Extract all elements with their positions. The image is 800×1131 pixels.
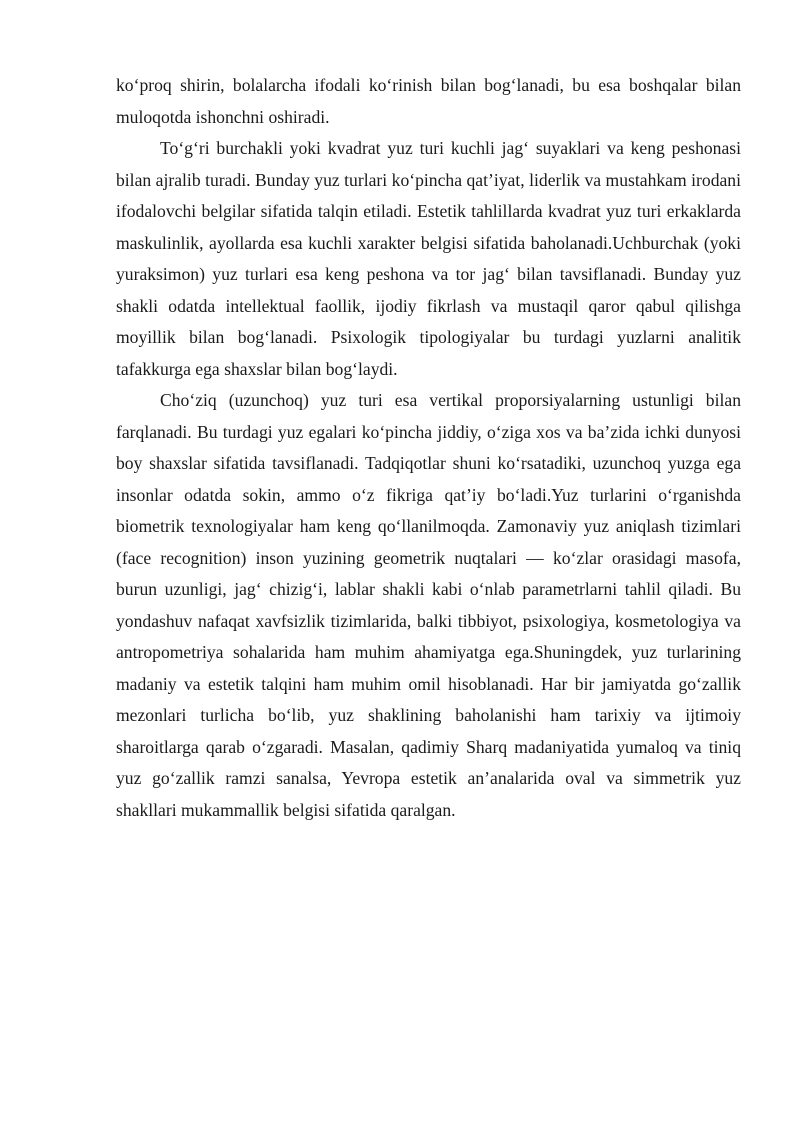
paragraph-continuation: ko‘proq shirin, bolalarcha ifodali ko‘rinish bilan bog‘lanadi, bu esa boshqalar bilan muloqotda ishonchni oshiradi. xyxy=(116,75,741,127)
paragraph-face-shapes-square-triangle: To‘g‘ri burchakli yoki kvadrat yuz turi kuchli jag‘ suyaklari va keng peshonasi bilan ajralib turadi. Bunday yuz turlari ko‘pincha qat’iyat, liderlik va mustahkam irodani ifodalovchi belgilar sifatida talqin etiladi. Estetik tahlillarda kvadrat yuz turi erkaklarda maskulinlik, ayollarda esa kuchli xarakter belgisi sifatida baholanadi.Uchburchak (yoki yuraksimon) yuz turlari esa keng peshona va tor jag‘ bilan tavsiflanadi. Bunday yuz shakli odatda intellektual faollik, ijodiy fikrlash va mustaqil qaror qabul qilishga moyillik bilan bog‘lanadi. Psixologik tipologiyalar bu turdagi yuzlarni analitik tafakkurga ega shaxslar bilan bog‘laydi. xyxy=(116,138,741,379)
paragraph-face-shapes-oblong-biometrics: Cho‘ziq (uzunchoq) yuz turi esa vertikal proporsiyalarning ustunligi bilan farqlanadi. Bu turdagi yuz egalari ko‘pincha jiddiy, o‘ziga xos va ba’zida ichki dunyosi boy shaxslar sifatida tavsiflanadi. Tadqiqotlar shuni ko‘rsatadiki, uzunchoq yuzga ega insonlar odatda sokin, ammo o‘z fikriga qat’iy bo‘ladi.Yuz turlarini o‘rganishda biometrik texnologiyalar ham keng qo‘llanilmoqda. Zamonaviy yuz aniqlash tizimlari (face recognition) inson yuzining geometrik nuqtalari — ko‘zlar orasidagi masofa, burun uzunligi, jag‘ chizig‘i, lablar shakli kabi o‘nlab parametrlarni tahlil qiladi. Bu yondashuv nafaqat xavfsizlik tizimlarida, balki tibbiyot, psixologiya, kosmetologiya va antropometriya sohalarida ham muhim ahamiyatga ega.Shuningdek, yuz turlarining madaniy va estetik talqini ham muhim omil hisoblanadi. Har bir jamiyatda go‘zallik mezonlari turlicha bo‘lib, yuz shaklining baholanishi ham tarixiy va ijtimoiy sharoitlarga qarab o‘zgaradi. Masalan, qadimiy Sharq madaniyatida yumaloq va tiniq yuz go‘zallik ramzi sanalsa, Yevropa estetik an’analarida oval va simmetrik yuz shakllari mukammallik belgisi sifatida qaralgan. xyxy=(116,390,741,820)
document-page xyxy=(116,70,741,826)
